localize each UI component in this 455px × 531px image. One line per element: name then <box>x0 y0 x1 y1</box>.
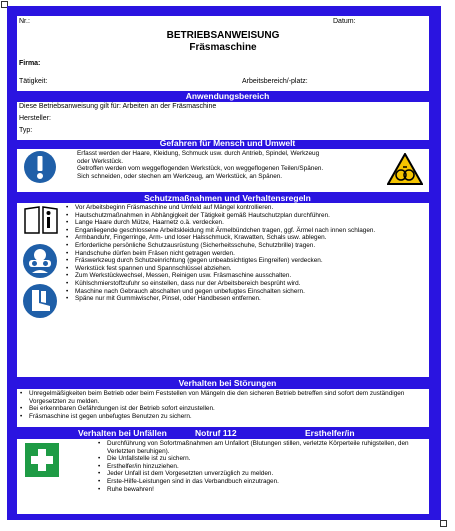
list-item: • Hautschutzmaßnahmen in Abhängigkeit der Tätigkeit gemäß Hautschutzplan durchführen. <box>63 212 378 220</box>
list-item: • Ersthelfer/in hinzuziehen. <box>95 463 420 471</box>
first-aid-icon <box>25 443 59 479</box>
list-item: • Enganliegende geschlossene Arbeitskleidung mit Ärmelbündchen tragen, ggf. Ärmel nach innen schlagen. <box>63 227 378 235</box>
anwendung-box <box>17 102 429 140</box>
gefahren-line: oder Werkstück. <box>77 157 124 165</box>
list-item: • Erste-Hilfe-Leistungen sind in das Verbandbuch einzutragen. <box>95 478 420 486</box>
gefahren-line: Erfasst werden der Haare, Kleidung, Schmuck usw. durch Antrieb, Spindel, Werkzeug <box>77 150 320 157</box>
stoerungen-list <box>17 390 425 420</box>
document-subtitle: Fräsmaschine <box>189 42 257 53</box>
nr-label: Nr.: <box>19 18 30 25</box>
list-item: • Die Unfallstelle ist zu sichern. <box>95 455 420 463</box>
document-title: BETRIEBSANWEISUNG <box>166 30 280 41</box>
list-item: • Armbanduhr, Fingerringe, Arm- und loser Halsschmuck, Krawatten, Schals usw. ablegen. <box>63 234 378 242</box>
list-item: • Lange Haare durch Mütze, Haarnetz o.ä. verdecken. <box>63 219 378 227</box>
list-item: • Handschuhe dürfen beim Fräsen nicht getragen werden. <box>63 250 378 258</box>
gefahren-heading: Gefahren für Mensch und Umwelt <box>159 138 296 148</box>
unfaelle-heading: Verhalten bei Unfällen <box>78 428 167 438</box>
anwendung-line: Diese Betriebsanweisung gilt für: Arbeiten an der Fräsmaschine <box>19 103 217 110</box>
ersthelfer-label: Ersthelfer/in <box>305 428 355 438</box>
firma-label: Firma: <box>19 60 41 67</box>
list-item: • Bei erkennbaren Gefährdungen ist der Betrieb sofort einzustellen. <box>17 405 425 413</box>
list-item: • Jeder Unfall ist dem Vorgesetzten unverzüglich zu melden. <box>95 470 420 478</box>
list-item: • Späne nur mit Gummiwischer, Pinsel, oder Handbesen entfernen. <box>63 295 378 303</box>
gefahren-line: Getroffen werden vom weggeflogenden Werkstück, von weggeflogenen Teilen/Spänen. <box>77 165 324 173</box>
read-instructions-icon <box>23 205 59 237</box>
list-item: • Werkstück fest spannen und Spannschlüssel abziehen. <box>63 265 378 273</box>
list-item: • Durchführung von Sofortmaßnahmen am Unfallort (Blutungen stillen, verletzte Körperteile ruhigstellen, den Verletzten beruhigen). <box>95 440 420 455</box>
list-item: • Maschine nach Gebrauch abschalten und gegen unbefugtes Einschalten sichern. <box>63 288 378 296</box>
document-header <box>17 16 429 91</box>
unfaelle-list <box>95 440 420 493</box>
taetigkeit-label: Tätigkeit: <box>19 78 48 85</box>
rotating-parts-warning-icon <box>387 153 423 187</box>
schutz-heading: Schutzmaßnahmen und Verhaltensregeln <box>144 193 311 203</box>
list-item: • Kühlschmierstoffzufuhr so einstellen, dass nur der Arbeitsbereich besprüht wird. <box>63 280 378 288</box>
anwendung-heading: Anwendungsbereich <box>185 91 270 101</box>
list-item: • Zum Werkstückwechsel, Messen, Reinigen usw. Fräsmaschine ausschalten. <box>63 272 378 280</box>
safety-goggles-icon <box>22 243 58 281</box>
hersteller-label: Hersteller: <box>19 115 51 122</box>
gefahren-line: Sich schneiden, oder stechen am Werkzeug, am Werkstück, an Spänen. <box>77 172 283 180</box>
typ-label: Typ: <box>19 127 33 134</box>
safety-boots-icon <box>22 283 58 321</box>
list-item: • Ruhe bewahren! <box>95 486 420 494</box>
notruf-label: Notruf 112 <box>195 428 237 438</box>
schutz-list <box>63 204 378 303</box>
list-item: • Fräswerkzeug durch Schutzeinrichtung (gegen unbeabsichtigtes Eingreifen) verdecken. <box>63 257 378 265</box>
unfaelle-box <box>17 439 429 514</box>
gefahren-text <box>77 150 372 180</box>
list-item: • Unregelmäßigkeiten beim Betrieb oder beim Feststellen von Mängeln die den sicheren Betrieb betreffen sind sofort dem zuständigen Vorgesetzten zu melden. <box>17 390 425 405</box>
list-item: • Fräsmaschine ist gegen unbefugtes Benutzen zu sichern. <box>17 413 425 421</box>
resize-handle-bottom-right[interactable] <box>440 520 447 527</box>
schutz-box <box>17 203 429 377</box>
datum-label: Datum: <box>333 18 356 25</box>
list-item: • Erforderliche persönliche Schutzausrüstung (Sicherheitsschuhe, Schutzbrille) tragen. <box>63 242 378 250</box>
list-item: • Vor Arbeitsbeginn Fräsmaschine und Umfeld auf Mängel kontrollieren. <box>63 204 378 212</box>
gefahren-box <box>17 149 429 192</box>
mandatory-sign-icon <box>23 150 57 186</box>
stoerungen-heading: Verhalten bei Störungen <box>178 378 277 388</box>
stoerungen-box <box>17 389 429 427</box>
arbeitsbereich-label: Arbeitsbereich/-platz: <box>242 78 308 85</box>
